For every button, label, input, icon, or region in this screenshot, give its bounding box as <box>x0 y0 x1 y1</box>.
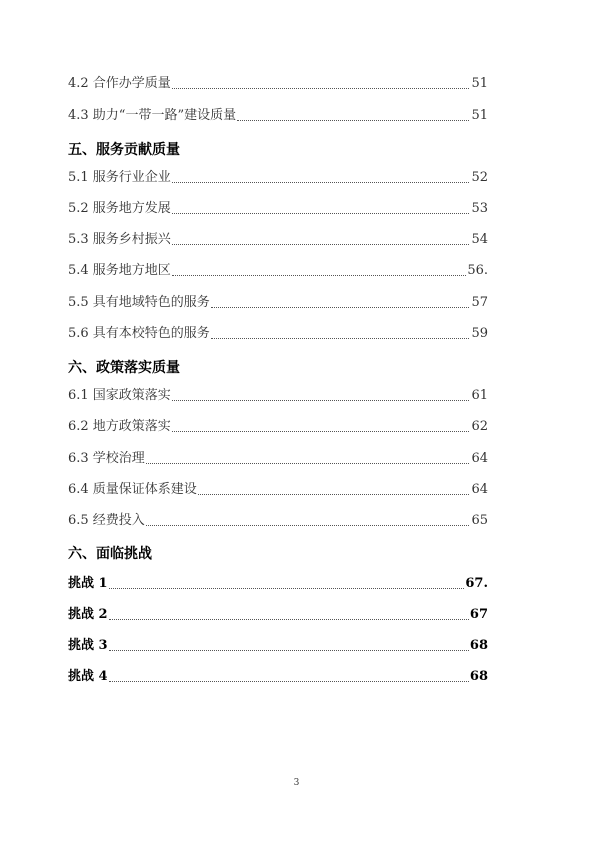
toc-entry-5-4[interactable] <box>68 259 488 279</box>
dot-leader <box>109 618 469 620</box>
toc-entry-label: 6.3 学校治理 <box>68 451 145 466</box>
toc-entry-label: 5.2 服务地方发展 <box>68 201 171 216</box>
section-heading-5[interactable]: 五、服务贡献质量 <box>68 142 180 158</box>
dot-leader <box>172 212 469 214</box>
toc-entry-label: 挑战 1 <box>68 576 108 591</box>
toc-entry-page: 62 <box>471 419 488 434</box>
toc-entry-page: 51 <box>471 76 488 91</box>
dot-leader <box>211 337 469 339</box>
toc-entry-page: 64 <box>471 451 488 466</box>
toc-entry-page: 59 <box>471 326 488 341</box>
toc-entry-page: 67. <box>465 576 488 591</box>
toc-entry-5-3[interactable] <box>68 228 488 248</box>
toc-entry-4-2[interactable] <box>68 72 488 92</box>
dot-leader <box>109 649 469 651</box>
toc-entry-label: 6.4 质量保证体系建设 <box>68 482 197 497</box>
dot-leader <box>172 274 467 276</box>
section-heading-challenges[interactable]: 六、面临挑战 <box>68 546 152 562</box>
toc-entry-page: 56. <box>467 263 488 278</box>
toc-entry-5-5[interactable] <box>68 291 488 311</box>
dot-leader <box>172 430 469 432</box>
dot-leader <box>172 243 469 245</box>
toc-entry-page: 68 <box>469 669 488 684</box>
dot-leader <box>211 306 469 308</box>
toc-entry-label: 5.1 服务行业企业 <box>68 170 171 185</box>
toc-entry-page: 53 <box>471 201 488 216</box>
toc-entry-5-6[interactable] <box>68 322 488 342</box>
toc-entry-label: 5.6 具有本校特色的服务 <box>68 326 210 341</box>
toc-entry-6-5[interactable] <box>68 509 488 529</box>
toc-entry-page: 54 <box>471 232 488 247</box>
toc-entry-label: 6.5 经费投入 <box>68 513 145 528</box>
toc-entry-page: 67 <box>469 607 488 622</box>
toc-entry-6-4[interactable] <box>68 478 488 498</box>
toc-entry-label: 4.3 助力“一带一路”建设质量 <box>68 108 237 123</box>
toc-entry-label: 5.5 具有地域特色的服务 <box>68 295 210 310</box>
dot-leader <box>172 87 469 89</box>
section-heading-6[interactable]: 六、政策落实质量 <box>68 360 180 376</box>
dot-leader <box>109 680 469 682</box>
dot-leader <box>146 524 469 526</box>
dot-leader <box>146 462 469 464</box>
toc-entry-label: 5.3 服务乡村振兴 <box>68 232 171 247</box>
toc-entry-page: 61 <box>471 388 488 403</box>
toc-entry-page: 57 <box>471 295 488 310</box>
toc-entry-label: 挑战 4 <box>68 669 108 684</box>
toc-entry-label: 6.2 地方政策落实 <box>68 419 171 434</box>
toc-entry-page: 64 <box>471 482 488 497</box>
toc-entry-4-3[interactable] <box>68 104 488 124</box>
dot-leader <box>172 399 469 401</box>
toc-entry-page: 65 <box>471 513 488 528</box>
toc-entry-6-2[interactable] <box>68 415 488 435</box>
toc-entry-page: 51 <box>471 108 488 123</box>
toc-entry-page: 68 <box>469 638 488 653</box>
toc-entry-challenge-2[interactable] <box>68 603 488 623</box>
toc-entry-5-1[interactable] <box>68 166 488 186</box>
page-number: 3 <box>293 778 300 788</box>
toc-entry-label: 5.4 服务地方地区 <box>68 263 171 278</box>
dot-leader <box>109 587 465 589</box>
toc-entry-challenge-4[interactable] <box>68 665 488 685</box>
dot-leader <box>237 119 469 121</box>
toc-entry-label: 4.2 合作办学质量 <box>68 76 171 91</box>
toc-entry-6-3[interactable] <box>68 447 488 467</box>
toc-entry-page: 52 <box>471 170 488 185</box>
toc-entry-5-2[interactable] <box>68 197 488 217</box>
dot-leader <box>172 181 469 183</box>
toc-entry-label: 挑战 2 <box>68 607 108 622</box>
toc-entry-label: 6.1 国家政策落实 <box>68 388 171 403</box>
dot-leader <box>198 493 469 495</box>
toc-entry-challenge-1[interactable] <box>68 572 488 592</box>
toc-entry-label: 挑战 3 <box>68 638 108 653</box>
toc-entry-challenge-3[interactable] <box>68 634 488 654</box>
toc-entry-6-1[interactable] <box>68 384 488 404</box>
